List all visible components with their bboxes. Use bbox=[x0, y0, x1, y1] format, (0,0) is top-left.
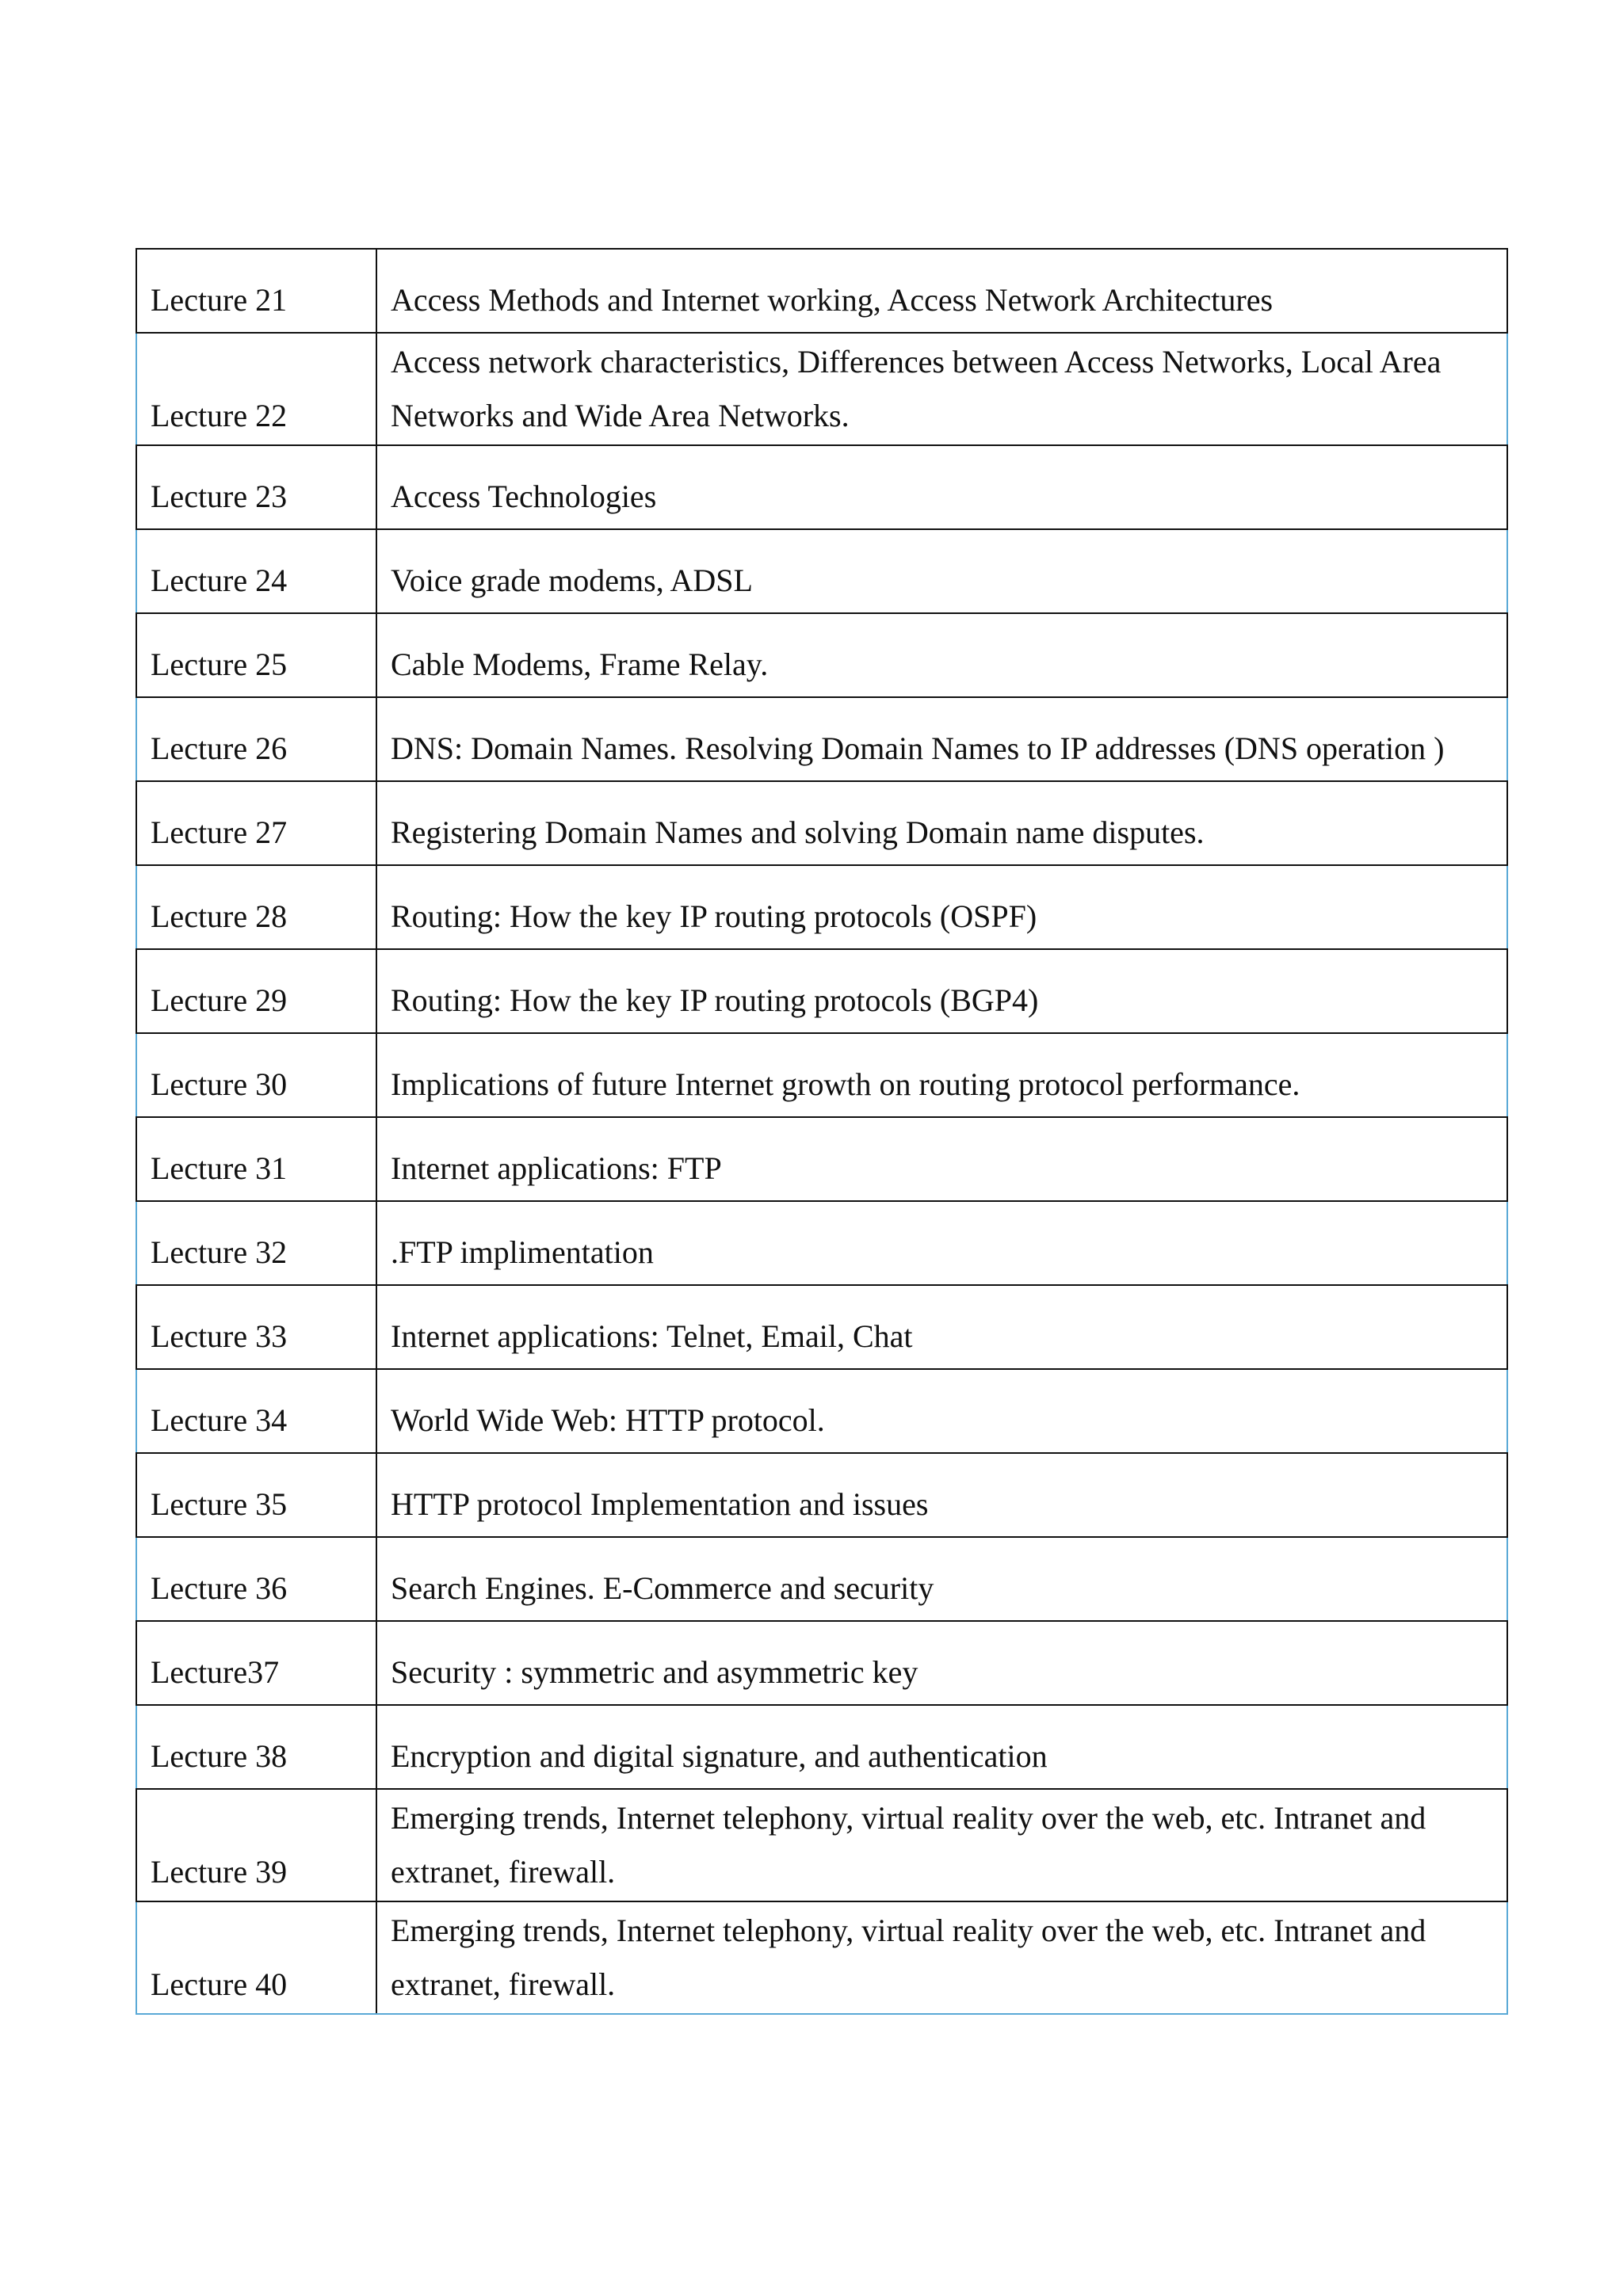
lecture-label: Lecture 38 bbox=[136, 1705, 376, 1789]
lecture-label: Lecture 39 bbox=[136, 1789, 376, 1901]
lecture-label: Lecture 35 bbox=[136, 1453, 376, 1537]
lecture-topic: World Wide Web: HTTP protocol. bbox=[376, 1369, 1507, 1453]
table-row bbox=[136, 1537, 1507, 1621]
lecture-label: Lecture 27 bbox=[136, 781, 376, 865]
lecture-label: Lecture 30 bbox=[136, 1033, 376, 1117]
table-row bbox=[136, 697, 1507, 781]
lecture-label: Lecture 24 bbox=[136, 529, 376, 613]
table-row bbox=[136, 1117, 1507, 1201]
lecture-topic: Internet applications: FTP bbox=[376, 1117, 1507, 1201]
lecture-topic: .FTP implimentation bbox=[376, 1201, 1507, 1285]
table-row bbox=[136, 445, 1507, 529]
table-row bbox=[136, 1453, 1507, 1537]
lecture-topic: Routing: How the key IP routing protocols (BGP4) bbox=[376, 949, 1507, 1033]
table-row bbox=[136, 529, 1507, 613]
lecture-label: Lecture 28 bbox=[136, 865, 376, 949]
table-row bbox=[136, 1789, 1507, 1901]
table-row bbox=[136, 1201, 1507, 1285]
lecture-topic: Search Engines. E-Commerce and security bbox=[376, 1537, 1507, 1621]
lecture-topic: Voice grade modems, ADSL bbox=[376, 529, 1507, 613]
table-row bbox=[136, 1901, 1507, 2014]
lecture-label: Lecture 33 bbox=[136, 1285, 376, 1369]
table-row bbox=[136, 781, 1507, 865]
lecture-topic: Security : symmetric and asymmetric key bbox=[376, 1621, 1507, 1705]
lecture-topic: DNS: Domain Names. Resolving Domain Names to IP addresses (DNS operation ) bbox=[376, 697, 1507, 781]
lecture-topic: Access Methods and Internet working, Access Network Architectures bbox=[376, 249, 1507, 333]
table-row bbox=[136, 1285, 1507, 1369]
lecture-topic: Access network characteristics, Differences between Access Networks, Local Area Networks and Wide Area Networks. bbox=[376, 333, 1507, 445]
table-row bbox=[136, 1705, 1507, 1789]
lecture-schedule-table bbox=[136, 248, 1508, 2015]
lecture-label: Lecture 29 bbox=[136, 949, 376, 1033]
lecture-label: Lecture 23 bbox=[136, 445, 376, 529]
lecture-topic: Encryption and digital signature, and authentication bbox=[376, 1705, 1507, 1789]
lecture-topic: Implications of future Internet growth on routing protocol performance. bbox=[376, 1033, 1507, 1117]
lecture-topic: Access Technologies bbox=[376, 445, 1507, 529]
table-row bbox=[136, 1033, 1507, 1117]
table-row bbox=[136, 333, 1507, 445]
lecture-label: Lecture 32 bbox=[136, 1201, 376, 1285]
lecture-label: Lecture37 bbox=[136, 1621, 376, 1705]
lecture-topic: Internet applications: Telnet, Email, Chat bbox=[376, 1285, 1507, 1369]
lecture-label: Lecture 21 bbox=[136, 249, 376, 333]
lecture-topic: Emerging trends, Internet telephony, virtual reality over the web, etc. Intranet and extranet, firewall. bbox=[376, 1789, 1507, 1901]
table-row bbox=[136, 949, 1507, 1033]
table-row bbox=[136, 1621, 1507, 1705]
table-row bbox=[136, 1369, 1507, 1453]
lecture-label: Lecture 26 bbox=[136, 697, 376, 781]
lecture-topic: Emerging trends, Internet telephony, virtual reality over the web, etc. Intranet and extranet, firewall. bbox=[376, 1901, 1507, 2014]
table-row bbox=[136, 865, 1507, 949]
lecture-label: Lecture 40 bbox=[136, 1901, 376, 2014]
lecture-topic: Cable Modems, Frame Relay. bbox=[376, 613, 1507, 697]
lecture-topic: Routing: How the key IP routing protocols (OSPF) bbox=[376, 865, 1507, 949]
lecture-topic: Registering Domain Names and solving Domain name disputes. bbox=[376, 781, 1507, 865]
lecture-label: Lecture 31 bbox=[136, 1117, 376, 1201]
lecture-label: Lecture 34 bbox=[136, 1369, 376, 1453]
lecture-label: Lecture 25 bbox=[136, 613, 376, 697]
lecture-label: Lecture 36 bbox=[136, 1537, 376, 1621]
table-row bbox=[136, 613, 1507, 697]
lecture-label: Lecture 22 bbox=[136, 333, 376, 445]
table-row bbox=[136, 249, 1507, 333]
lecture-topic: HTTP protocol Implementation and issues bbox=[376, 1453, 1507, 1537]
